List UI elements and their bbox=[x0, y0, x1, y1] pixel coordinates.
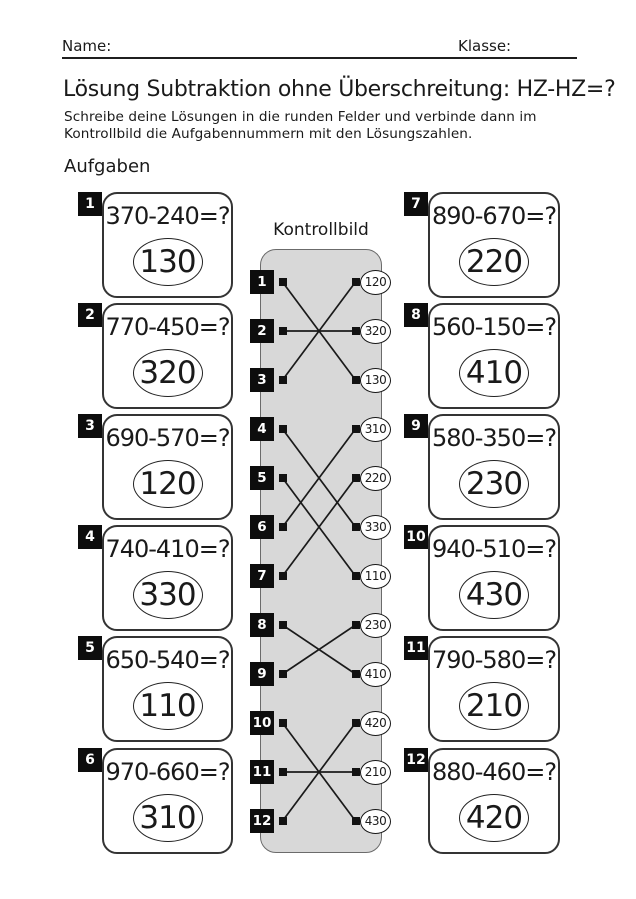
task-number-badge: 3 bbox=[78, 414, 102, 438]
task-box bbox=[102, 636, 233, 742]
task-answer-field: 310 bbox=[133, 794, 203, 842]
task-problem: 890-670=? bbox=[431, 202, 557, 230]
tasks-heading: Aufgaben bbox=[64, 156, 151, 177]
task-answer-field: 320 bbox=[133, 349, 203, 397]
task-box bbox=[102, 525, 233, 631]
task-box bbox=[102, 414, 233, 520]
instructions bbox=[64, 109, 537, 142]
task-box bbox=[428, 414, 560, 520]
task-box bbox=[428, 525, 560, 631]
line-endpoint-marker bbox=[352, 523, 360, 531]
task-box bbox=[102, 748, 233, 854]
kontrollbild-number-badge: 5 bbox=[250, 466, 274, 490]
line-endpoint-marker bbox=[352, 572, 360, 580]
line-endpoint-marker bbox=[279, 327, 287, 335]
task-problem: 790-580=? bbox=[431, 646, 557, 674]
solution-circle: 430 bbox=[360, 809, 391, 834]
task-number-badge: 2 bbox=[78, 303, 102, 327]
line-endpoint-marker bbox=[279, 376, 287, 384]
task-number-badge: 9 bbox=[404, 414, 428, 438]
kontrollbild-number-badge: 11 bbox=[250, 760, 274, 784]
task-problem: 690-570=? bbox=[105, 424, 230, 452]
line-endpoint-marker bbox=[352, 621, 360, 629]
line-endpoint-marker bbox=[352, 768, 360, 776]
line-endpoint-marker bbox=[279, 425, 287, 433]
task-number-badge: 7 bbox=[404, 192, 428, 216]
line-endpoint-marker bbox=[279, 278, 287, 286]
line-endpoint-marker bbox=[279, 719, 287, 727]
line-endpoint-marker bbox=[279, 817, 287, 825]
task-answer-field: 110 bbox=[133, 682, 203, 730]
kontrollbild-number-badge: 8 bbox=[250, 613, 274, 637]
task-problem: 740-410=? bbox=[105, 535, 230, 563]
kontrollbild-number-badge: 3 bbox=[250, 368, 274, 392]
page-title: Lösung Subtraktion ohne Überschreitung: HZ-HZ=? bbox=[63, 77, 616, 102]
task-answer-field: 410 bbox=[459, 349, 529, 397]
kontrollbild-number-badge: 1 bbox=[250, 270, 274, 294]
kontrollbild-number-badge: 2 bbox=[250, 319, 274, 343]
kontrollbild-number-badge: 10 bbox=[250, 711, 274, 735]
line-endpoint-marker bbox=[352, 670, 360, 678]
task-box bbox=[428, 748, 560, 854]
kontrollbild-number-badge: 7 bbox=[250, 564, 274, 588]
task-answer-field: 230 bbox=[459, 460, 529, 508]
solution-circle: 320 bbox=[360, 319, 391, 344]
task-problem: 970-660=? bbox=[105, 758, 230, 786]
line-endpoint-marker bbox=[352, 376, 360, 384]
line-endpoint-marker bbox=[352, 817, 360, 825]
task-answer-field: 330 bbox=[133, 571, 203, 619]
solution-circle: 420 bbox=[360, 711, 391, 736]
task-number-badge: 8 bbox=[404, 303, 428, 327]
line-endpoint-marker bbox=[279, 474, 287, 482]
line-endpoint-marker bbox=[352, 425, 360, 433]
solution-circle: 410 bbox=[360, 662, 391, 687]
line-endpoint-marker bbox=[352, 474, 360, 482]
task-box bbox=[428, 636, 560, 742]
task-problem: 580-350=? bbox=[431, 424, 557, 452]
line-endpoint-marker bbox=[279, 670, 287, 678]
task-box bbox=[102, 192, 233, 298]
task-number-badge: 1 bbox=[78, 192, 102, 216]
solution-circle: 230 bbox=[360, 613, 391, 638]
task-box bbox=[428, 192, 560, 298]
line-endpoint-marker bbox=[352, 278, 360, 286]
task-answer-field: 130 bbox=[133, 238, 203, 286]
header-underline bbox=[62, 57, 577, 59]
kontrollbild-number-badge: 9 bbox=[250, 662, 274, 686]
solution-circle: 210 bbox=[360, 760, 391, 785]
task-problem: 560-150=? bbox=[431, 313, 557, 341]
line-endpoint-marker bbox=[279, 523, 287, 531]
line-endpoint-marker bbox=[352, 719, 360, 727]
solution-circle: 220 bbox=[360, 466, 391, 491]
kontrollbild-number-badge: 6 bbox=[250, 515, 274, 539]
task-number-badge: 10 bbox=[404, 525, 428, 549]
task-answer-field: 220 bbox=[459, 238, 529, 286]
task-problem: 370-240=? bbox=[105, 202, 230, 230]
kontrollbild-number-badge: 12 bbox=[250, 809, 274, 833]
solution-circle: 110 bbox=[360, 564, 391, 589]
task-number-badge: 5 bbox=[78, 636, 102, 660]
task-problem: 650-540=? bbox=[105, 646, 230, 674]
klasse-label: Klasse: bbox=[458, 37, 512, 55]
task-answer-field: 430 bbox=[459, 571, 529, 619]
task-number-badge: 4 bbox=[78, 525, 102, 549]
solution-circle: 130 bbox=[360, 368, 391, 393]
instructions-line-1: Schreibe deine Lösungen in die runden Felder und verbinde dann im bbox=[64, 109, 537, 125]
line-endpoint-marker bbox=[279, 621, 287, 629]
task-answer-field: 420 bbox=[459, 794, 529, 842]
instructions-line-2: Kontrollbild die Aufgabennummern mit den Lösungszahlen. bbox=[64, 125, 473, 142]
solution-circle: 310 bbox=[360, 417, 391, 442]
name-label: Name: bbox=[62, 37, 112, 55]
task-answer-field: 210 bbox=[459, 682, 529, 730]
solution-circle: 330 bbox=[360, 515, 391, 540]
task-box bbox=[428, 303, 560, 409]
kontrollbild-number-badge: 4 bbox=[250, 417, 274, 441]
task-problem: 770-450=? bbox=[105, 313, 230, 341]
solution-circle: 120 bbox=[360, 270, 391, 295]
line-endpoint-marker bbox=[279, 572, 287, 580]
task-number-badge: 12 bbox=[404, 748, 428, 772]
task-number-badge: 6 bbox=[78, 748, 102, 772]
task-answer-field: 120 bbox=[133, 460, 203, 508]
task-problem: 880-460=? bbox=[431, 758, 557, 786]
task-number-badge: 11 bbox=[404, 636, 428, 660]
line-endpoint-marker bbox=[352, 327, 360, 335]
task-box bbox=[102, 303, 233, 409]
kontrollbild-heading: Kontrollbild bbox=[273, 220, 369, 240]
line-endpoint-marker bbox=[279, 768, 287, 776]
task-problem: 940-510=? bbox=[431, 535, 557, 563]
